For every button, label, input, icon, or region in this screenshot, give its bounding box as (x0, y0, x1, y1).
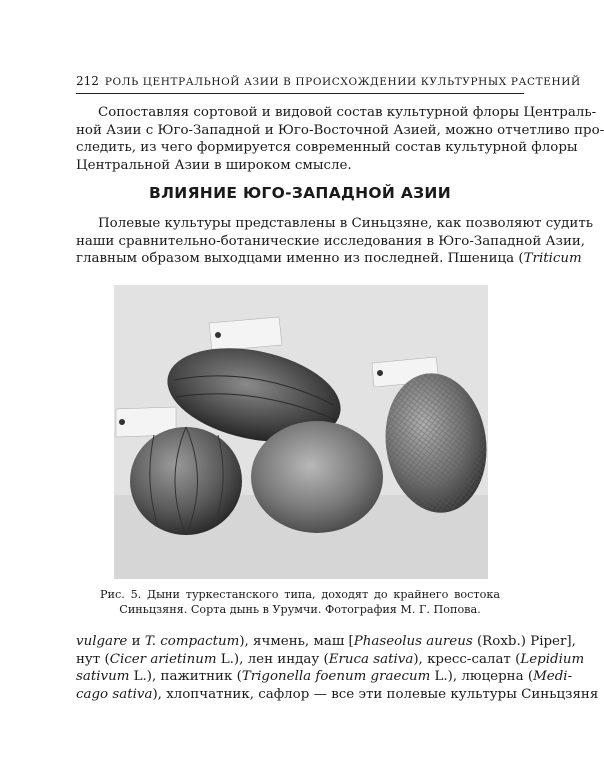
text-line: наши сравнительно-ботанические исследования в Юго-Западной Азии, (76, 233, 586, 249)
caption-line: Синьцзяня. Сорта дынь в Урумчи. Фотография М. Г. Попова. (119, 602, 481, 616)
latin-name: Eruca sativa (328, 651, 414, 667)
text-line: Полевые культуры представлены в Синьцзяне, как позволяют судить (98, 216, 594, 231)
latin-name: Medi- (533, 669, 573, 685)
section-title: ВЛИЯНИЕ ЮГО-ЗАПАДНОЙ АЗИИ (149, 184, 451, 202)
text-run: нут ( (76, 651, 110, 667)
paragraph-intro (76, 104, 604, 174)
text-run: главным образом выходцами именно из последней. Пшеница ( (76, 251, 524, 267)
caption-line: Рис. 5. Дыни туркестанского типа, доходят до крайнего востока (100, 588, 500, 601)
text-line: следить, из чего формируется современный состав культурной флоры (76, 140, 578, 156)
text-line: ной Азии с Юго-Западной и Юго-Восточной Азией, можно отчетливо про- (76, 122, 604, 138)
paragraph-crop-list (76, 633, 599, 703)
paragraph-field-crops (76, 215, 594, 268)
latin-name: Lepidium (520, 651, 585, 667)
text-line (76, 250, 582, 268)
text-run: L.), люцерна ( (430, 669, 534, 685)
text-run: ), хлопчатник, сафлор — все эти полевые культуры Синьцзяня (152, 686, 599, 702)
running-head (76, 74, 581, 88)
melon-photo (114, 285, 488, 579)
text-line: Сопоставляя сортовой и видовой состав культурной флоры Централь- (98, 105, 597, 120)
latin-name: vulgare (76, 634, 128, 649)
latin-name: T. compactum (144, 634, 240, 649)
text-run: ), кресс-салат ( (413, 651, 521, 667)
text-line (76, 668, 573, 686)
latin-name: sativum (76, 669, 130, 685)
header-rule (76, 93, 524, 94)
latin-name: Triticum (523, 251, 582, 267)
text-line (76, 686, 599, 704)
melon-photo-icon (114, 285, 488, 579)
latin-name: Trigonella foenum graecum (241, 669, 431, 685)
text-line (76, 651, 585, 669)
latin-name: Phaseolus aureus (353, 634, 473, 649)
text-run: и (127, 634, 145, 649)
text-line (76, 633, 576, 651)
text-run: L.), пажитник ( (129, 669, 242, 685)
latin-name: Cicer arietinum (109, 651, 217, 667)
figure-caption (100, 588, 500, 617)
text-run: L.), лен индау ( (216, 651, 329, 667)
text-line: Центральной Азии в широком смысле. (76, 157, 352, 173)
text-run: (Roxb.) Piper], (472, 634, 576, 649)
latin-name: cago sativa (76, 686, 153, 702)
page-number: 212 (76, 74, 99, 88)
running-title: РОЛЬ ЦЕНТРАЛЬНОЙ АЗИИ В ПРОИСХОЖДЕНИИ КУЛЬТУРНЫХ РАСТЕНИЙ (104, 76, 581, 88)
text-run: ), ячмень, маш [ (239, 634, 354, 649)
